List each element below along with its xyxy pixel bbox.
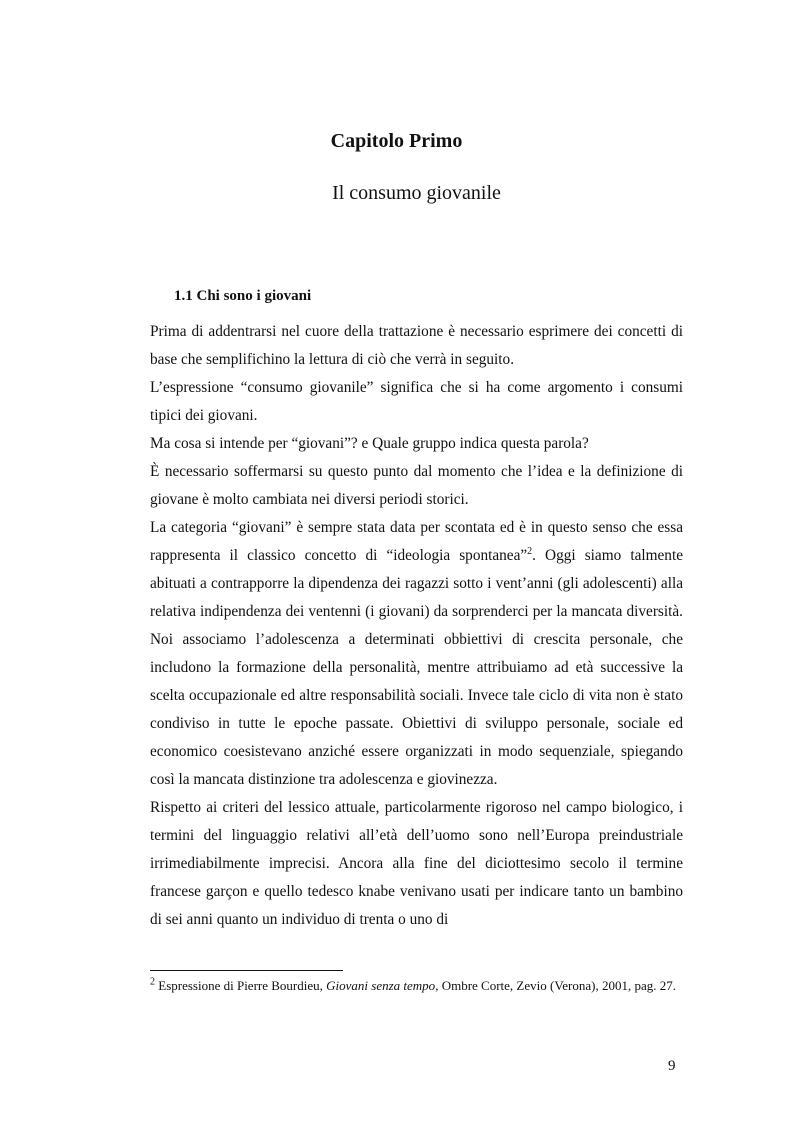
paragraph-4: È necessario soffermarsi su questo punto dal momento che l’idea e la definizione di giovane è molto cambiata nei diversi periodi storici. [150, 463, 683, 508]
paragraph-5-text-b: . Oggi siamo talmente abituati a contrapporre la dipendenza dei ragazzi sotto i vent’anni (gli adolescenti) alla relativa indipendenza dei ventenni (i giovani) da sorprenderci per la mancata diversità. Noi associamo l’adolescenza a determinati obbiettivi di crescita personale, che includono la formazione della personalità, mentre attribuiamo ad età successive la scelta occupazionale ed altre responsabilità sociali. Invece tale ciclo di vita non è stato condiviso in tutte le epoche passate. Obiettivi di sviluppo personale, sociale ed economico coesistevano anziché essere organizzati in modo sequenziale, spiegando così la mancata distinzione tra adolescenza e giovinezza. [150, 547, 683, 788]
footnote-reference: 2 [527, 545, 533, 557]
footnote-separator [150, 970, 343, 971]
paragraph-3: Ma cosa si intende per “giovani”? e Quale gruppo indica questa parola? [150, 435, 589, 452]
paragraph-1: Prima di addentrarsi nel cuore della trattazione è necessario esprimere dei concetti di base che semplifichino la lettura di ciò che verrà in seguito. [150, 323, 683, 368]
paragraph-2: L’espressione “consumo giovanile” significa che si ha come argomento i consumi tipici dei giovani. [150, 379, 683, 424]
chapter-title: Il consumo giovanile [332, 182, 501, 204]
footnote [150, 978, 680, 994]
footnote-marker: 2 [150, 976, 155, 988]
paragraph-6: Rispetto ai criteri del lessico attuale, particolarmente rigoroso nel campo biologico, i termini del linguaggio relativi all’età dell’uomo sono nell’Europa preindustriale irrimediabilmente imprecisi. Ancora alla fine del diciottesimo secolo il termine francese garçon e quello tedesco knabe venivano usati per indicare tanto un bambino di sei anni quanto un individuo di trenta o uno di [150, 799, 683, 928]
page-number: 9 [668, 1058, 676, 1074]
section-heading: 1.1 Chi sono i giovani [174, 288, 312, 304]
footnote-book-title: Giovani senza tempo [326, 978, 436, 993]
body-text [150, 318, 683, 934]
chapter-label: Capitolo Primo [330, 130, 463, 152]
paragraph-5 [150, 514, 683, 794]
footnote-text-a: Espressione di Pierre Bourdieu, [155, 978, 327, 993]
footnote-text-b: , Ombre Corte, Zevio (Verona), 2001, pag. 27. [435, 978, 676, 993]
paragraph-5-text-a: La categoria “giovani” è sempre stata data per scontata ed è in questo senso che essa rappresenta il classico concetto di “ideologia spontanea” [150, 519, 683, 564]
